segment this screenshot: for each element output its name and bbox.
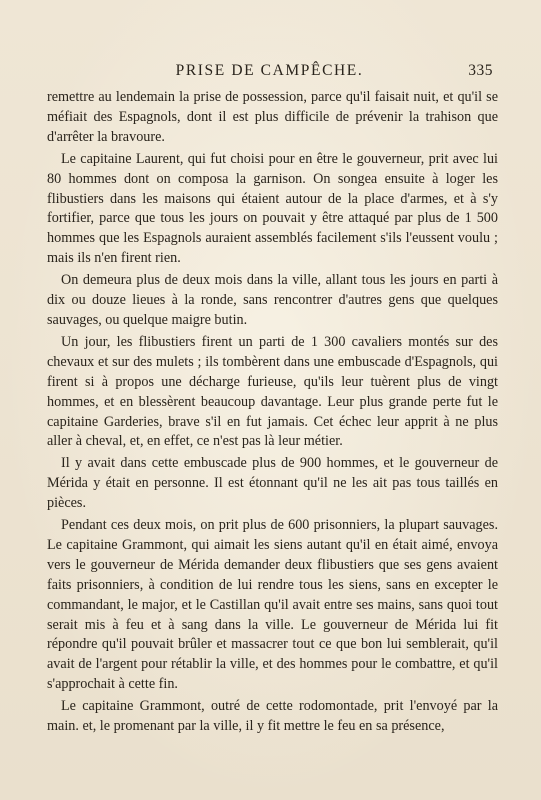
page-number: 335 bbox=[468, 62, 493, 79]
paragraph: Le capitaine Grammont, outré de cette rodomontade, prit l'envoyé par la main. et, le promenant par la ville, il y fit mettre le feu en sa présence, bbox=[47, 698, 498, 735]
paragraph: remettre au lendemain la prise de possession, parce qu'il faisait nuit, et qu'il se méfiait des Espagnols, dont il est plus difficile de prévenir la trahison que d'arrêter la bravoure. bbox=[47, 89, 498, 145]
paragraph: Pendant ces deux mois, on prit plus de 600 prisonniers, la plupart sauvages. Le capitaine Grammont, qui aimait les siens autant qu'il en était aimé, envoya vers le gouverneur de Mérida demander deux flibustiers que ses gens avaient faits prisonniers, à condition de lui rendre tous les siens, sans en excepter le commandant, le major, et le Castillan qu'il avait entre ses mains, sans quoi tout serait mis à feu et à sang dans la ville. Le gouverneur de Mérida lui fit répondre qu'il pouvait brûler et massacrer tout ce que bon lui semblerait, qu'il avait de l'argent pour rétablir la ville, et des hommes pour le combattre, et qu'il s'approchait à cette fin. bbox=[47, 517, 498, 693]
running-title: PRISE DE CAMPÊCHE. bbox=[175, 62, 364, 79]
paragraph: Un jour, les flibustiers firent un parti de 1 300 cavaliers montés sur des chevaux et sur des mulets ; ils tombèrent dans une embuscade d'Espagnols, qui firent si à propos une décharge furieuse, qu'ils leur tuèrent plus de vingt hommes, et en blessèrent beaucoup davantage. Leur plus grande perte fut le capitaine Garderies, brave s'il en fut jamais. Cet échec leur apprit à ne plus aller à cheval, et, en effet, ce n'est pas là leur métier. bbox=[47, 333, 498, 450]
paragraph: Il y avait dans cette embuscade plus de 900 hommes, et le gouverneur de Mérida y était en personne. Il est étonnant qu'il ne les ait pas tous taillés en pièces. bbox=[47, 455, 498, 512]
paragraph: On demeura plus de deux mois dans la ville, allant tous les jours en parti à dix ou douze lieues à la ronde, sans rencontrer d'autres gens que quelques sauvages, ou quelque maigre butin. bbox=[47, 272, 498, 328]
body-text bbox=[47, 88, 498, 739]
paragraph: Le capitaine Laurent, qui fut choisi pour en être le gouverneur, prit avec lui 80 hommes dont on composa la garnison. On songea ensuite à loger les flibustiers dans les maisons qui étaient autour de la place d'armes, et à s'y fortifier, parce que tous les jours on pouvait y être attaqué par plus de 1 500 hommes que les Espagnols auraient assemblés facilement s'ils l'eussent voulu ; mais ils n'en firent rien. bbox=[47, 150, 498, 267]
page-header bbox=[46, 60, 493, 84]
